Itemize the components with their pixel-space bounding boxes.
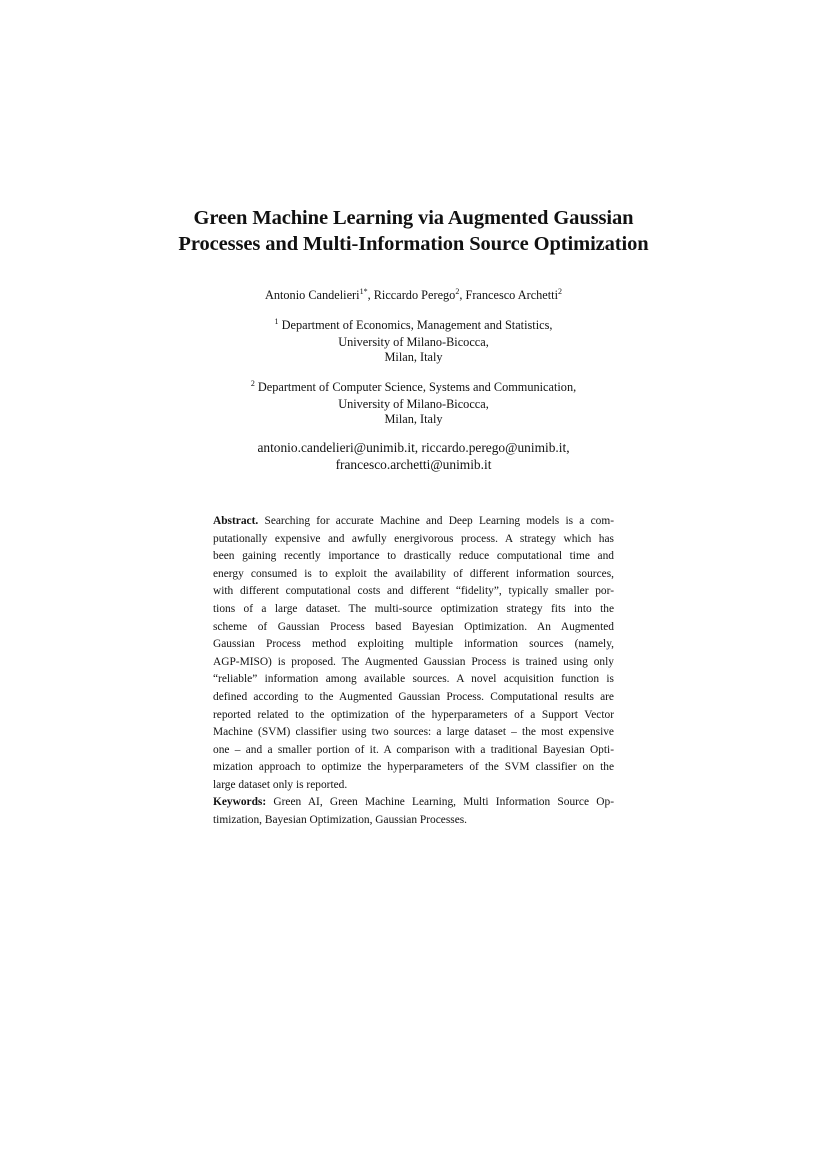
- abstract-line: scheme of Gaussian Process based Bayesian Optimization. An Augmented: [213, 620, 614, 633]
- author-name: Antonio Candelieri: [264, 288, 360, 302]
- title-line-1: Green Machine Learning via Augmented Gaussian: [193, 207, 634, 229]
- affiliation-university: University of Milano-Bicocca,: [338, 396, 489, 411]
- abstract: [213, 513, 614, 795]
- author-name: Riccardo Perego: [373, 288, 456, 302]
- affiliation-university: University of Milano-Bicocca,: [338, 334, 489, 349]
- author-affiliation-mark: 2: [558, 287, 563, 296]
- paper-title: [0, 205, 827, 257]
- email-line-1: antonio.candelieri@unimib.it, riccardo.perego@unimib.it,: [257, 440, 570, 455]
- abstract-line: been gaining recently importance to drastically reduce computational time and: [213, 550, 614, 563]
- affiliation-mark: 2: [250, 379, 255, 388]
- abstract-line: large dataset only is reported.: [213, 778, 348, 791]
- abstract-line: Machine (SVM) classifier using two sources: a large dataset – the most expensive: [213, 726, 614, 739]
- abstract-line: with different computational costs and different “fidelity”, typically smaller por-: [213, 585, 614, 598]
- affiliation-department: Department of Computer Science, Systems and Communication,: [257, 380, 577, 394]
- affiliation-department: Department of Economics, Management and Statistics,: [281, 318, 553, 332]
- abstract-line: Gaussian Process method exploiting multiple information sources (namely,: [213, 638, 614, 651]
- affiliation-city: Milan, Italy: [384, 350, 443, 364]
- abstract-line: Searching for accurate Machine and Deep Learning models is a com-: [264, 515, 614, 527]
- abstract-line: AGP-MISO) is proposed. The Augmented Gaussian Process is trained using only: [213, 655, 614, 668]
- abstract-line: defined according to the Augmented Gaussian Process. Computational results are: [213, 690, 614, 703]
- affiliation-city: Milan, Italy: [384, 412, 443, 426]
- author-affiliation-mark: 2: [455, 287, 460, 296]
- abstract-line: energy consumed is to exploit the availability of different information sources,: [213, 567, 614, 580]
- email-line-2: francesco.archetti@unimib.it: [335, 456, 492, 472]
- keywords-line: Green AI, Green Machine Learning, Multi Information Source Op-: [273, 796, 614, 808]
- keywords-line: timization, Bayesian Optimization, Gaussian Processes.: [213, 813, 468, 826]
- author-emails: [0, 440, 827, 473]
- abstract-line: mization approach to optimize the hyperparameters of the SVM classifier on the: [213, 761, 614, 774]
- abstract-line: one – and a smaller portion of it. A comparison with a traditional Bayesian Opti-: [213, 743, 614, 756]
- affiliation-mark: 1: [274, 317, 279, 326]
- affiliation-1: [0, 318, 827, 366]
- author-name: Francesco Archetti: [465, 288, 559, 302]
- abstract-line: reported related to the optimization of the hyperparameters of a Support Vector: [213, 708, 614, 721]
- title-line-2: Processes and Multi-Information Source Optimization: [178, 233, 649, 255]
- abstract-line: tions of a large dataset. The multi-source optimization strategy fits into the: [213, 602, 614, 615]
- author-list: Antonio Candelieri$^{1*}$, Riccardo Perego$^2$, Francesco Archetti$^2$: [264, 287, 563, 302]
- abstract-label: Abstract.: [213, 515, 259, 527]
- abstract-line: “reliable” information among available sources. A novel acquisition function is: [213, 673, 614, 686]
- keywords: [213, 794, 614, 829]
- author-affiliation-mark: 1*: [359, 287, 368, 296]
- keywords-label: Keywords:: [213, 796, 267, 808]
- affiliation-2: [0, 380, 827, 428]
- abstract-line: putationally expensive and awfully energivorous process. A strategy which has: [213, 532, 614, 545]
